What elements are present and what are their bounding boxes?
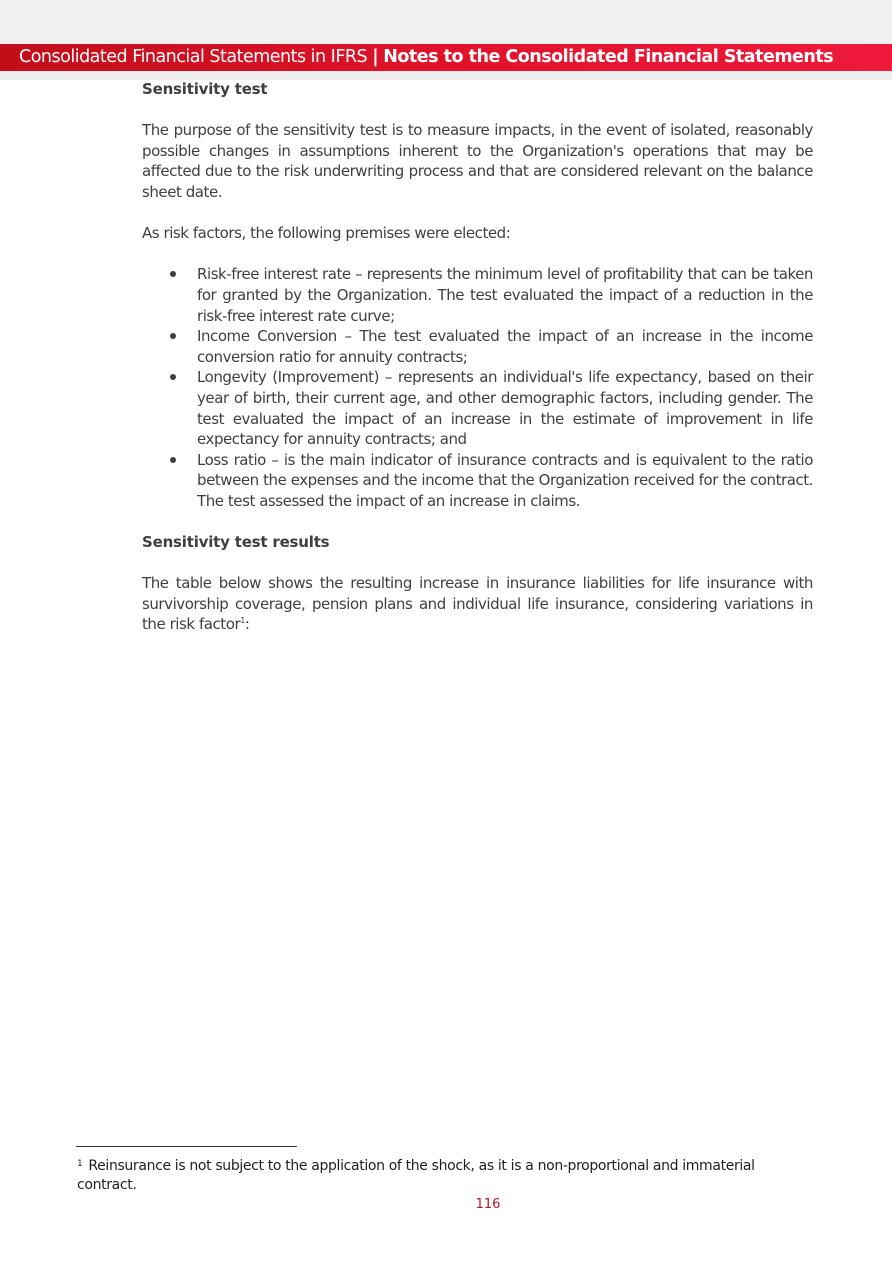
paragraph-risk-factors-intro: As risk factors, the following premises were elected: [142, 224, 511, 243]
footnote [77, 1155, 813, 1195]
footnote-reference: 1 [240, 616, 245, 626]
bullet-icon [170, 271, 176, 277]
list-item-text: Risk-free interest rate – represents the minimum level of profitability that can be taken for granted by the Organization. The test evaluated the impact of a reduction in the risk-free interest rate curve; [197, 265, 813, 325]
page-number: 116 [475, 1197, 501, 1212]
paragraph-results-intro [142, 573, 813, 635]
bullet-icon [170, 333, 176, 339]
list-item-text: Longevity (Improvement) – represents an individual's life expectancy, based on their year of birth, their current age, and other demographic factors, including gender. The test evaluated the impact of an increase in the estimate of improvement in life expectancy for annuity contracts; and [197, 368, 813, 449]
risk-factor-list [142, 264, 813, 511]
list-item [142, 450, 813, 512]
list-item [142, 367, 813, 449]
header-separator: | [372, 47, 379, 67]
footnote-divider [76, 1146, 297, 1147]
section-heading-sensitivity-results: Sensitivity test results [142, 533, 330, 552]
section-heading-sensitivity-test: Sensitivity test [142, 80, 268, 98]
main-content [142, 79, 813, 635]
bullet-icon [170, 374, 176, 380]
header-title: Consolidated Financial Statements in IFRS [19, 47, 368, 67]
list-item-text: Loss ratio – is the main indicator of insurance contracts and is equivalent to the ratio between the expenses and the income that the Organization received for the contract. The test assessed the impact of an increase in claims. [197, 450, 813, 510]
footnote-marker: 1 [77, 1159, 83, 1169]
list-item [142, 326, 813, 367]
header-subtitle: Notes to the Consolidated Financial Statements [383, 47, 834, 67]
bullet-icon [170, 457, 176, 463]
top-margin-band [0, 0, 892, 44]
list-item [142, 264, 813, 326]
document-header-bar [0, 44, 892, 71]
list-item-text: Income Conversion – The test evaluated the impact of an increase in the income conversion ratio for annuity contracts; [197, 327, 813, 366]
results-intro-colon: : [244, 615, 250, 634]
footnote-text: Reinsurance is not subject to the application of the shock, as it is a non-proportional and immaterial contract. [77, 1158, 755, 1193]
paragraph-purpose: The purpose of the sensitivity test is to measure impacts, in the event of isolated, reasonably possible changes in assumptions inherent to the Organization's operations that may be affected due to the risk underwriting process and that are considered relevant on the balance sheet date. [142, 121, 813, 201]
results-intro-text: The table below shows the resulting increase in insurance liabilities for life insurance with survivorship coverage, pension plans and individual life insurance, considering variations in the risk factor [142, 574, 813, 634]
